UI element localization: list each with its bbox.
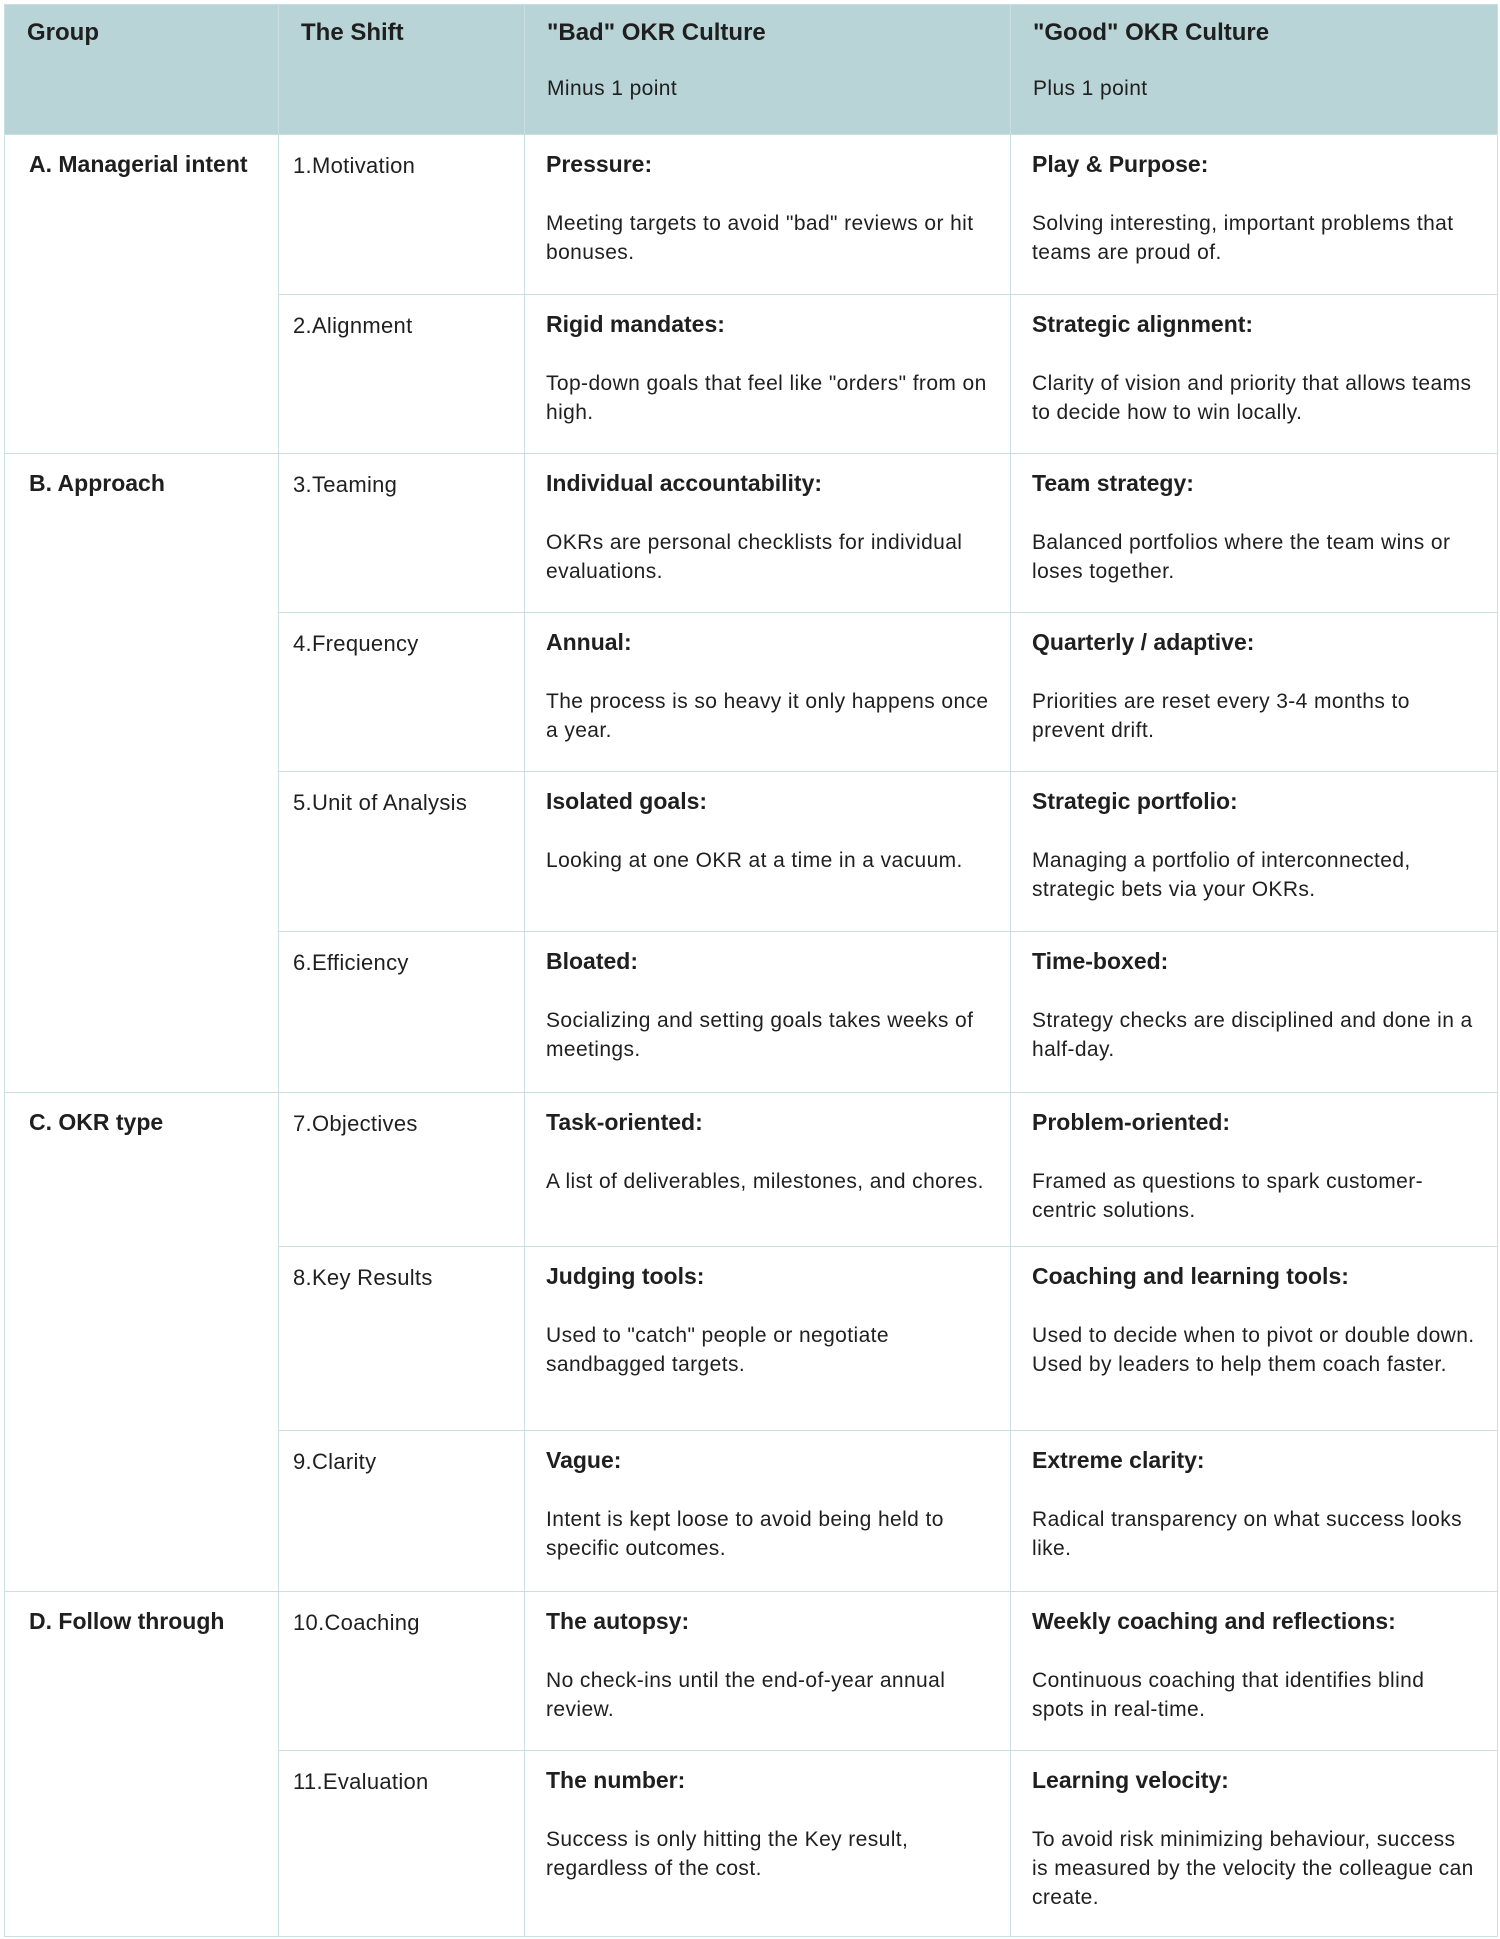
good-cell — [1011, 295, 1498, 454]
group-cell-follow-through: D. Follow through — [5, 1592, 279, 1937]
shift-cell: 8.Key Results — [279, 1247, 525, 1431]
shift-cell: 1.Motivation — [279, 135, 525, 295]
good-title: Team strategy: — [1032, 470, 1194, 496]
table-row — [5, 454, 1498, 613]
good-cell — [1011, 454, 1498, 613]
bad-title: Judging tools: — [546, 1263, 705, 1289]
table-body — [5, 135, 1498, 1937]
bad-cell — [525, 1093, 1011, 1247]
bad-title: Annual: — [546, 629, 632, 655]
good-description: Clarity of vision and priority that allows teams to decide how to win locally. — [1032, 372, 1472, 424]
header-group-label: Group — [27, 19, 99, 46]
good-cell — [1011, 1247, 1498, 1431]
shift-cell: 4.Frequency — [279, 613, 525, 772]
bad-cell — [525, 1247, 1011, 1431]
bad-title: The number: — [546, 1767, 686, 1793]
shift-cell: 11.Evaluation — [279, 1751, 525, 1937]
good-title: Learning velocity: — [1032, 1767, 1229, 1793]
table-row — [5, 135, 1498, 295]
header-bad — [525, 5, 1011, 135]
good-title: Play & Purpose: — [1032, 151, 1209, 177]
bad-cell — [525, 772, 1011, 932]
shift-cell: 6.Efficiency — [279, 932, 525, 1093]
bad-cell — [525, 1592, 1011, 1751]
bad-description: Success is only hitting the Key result, regardless of the cost. — [546, 1828, 909, 1880]
shift-cell: 5.Unit of Analysis — [279, 772, 525, 932]
bad-description: Top-down goals that feel like "orders" from on high. — [546, 372, 987, 424]
bad-description: OKRs are personal checklists for individual evaluations. — [546, 531, 963, 583]
table-header — [5, 5, 1498, 135]
bad-description: Used to "catch" people or negotiate sandbagged targets. — [546, 1324, 889, 1376]
good-title: Quarterly / adaptive: — [1032, 629, 1255, 655]
header-good-title: "Good" OKR Culture — [1033, 19, 1270, 46]
bad-cell — [525, 295, 1011, 454]
header-good — [1011, 5, 1498, 135]
group-cell-managerial-intent: A. Managerial intent — [5, 135, 279, 454]
good-description: Strategy checks are disciplined and done in a half-day. — [1032, 1009, 1473, 1061]
bad-title: Bloated: — [546, 948, 638, 974]
good-cell — [1011, 1431, 1498, 1592]
bad-description: No check-ins until the end-of-year annual review. — [546, 1669, 946, 1721]
shift-cell: 3.Teaming — [279, 454, 525, 613]
bad-cell — [525, 1431, 1011, 1592]
okr-culture-table — [4, 4, 1498, 1937]
bad-description: Socializing and setting goals takes weeks of meetings. — [546, 1009, 974, 1061]
good-cell — [1011, 1093, 1498, 1247]
bad-title: The autopsy: — [546, 1608, 690, 1634]
bad-title: Pressure: — [546, 151, 653, 177]
bad-description: Intent is kept loose to avoid being held to specific outcomes. — [546, 1508, 944, 1560]
good-title: Problem-oriented: — [1032, 1109, 1231, 1135]
good-description: Priorities are reset every 3-4 months to prevent drift. — [1032, 690, 1410, 742]
good-cell — [1011, 613, 1498, 772]
good-description: Solving interesting, important problems that teams are proud of. — [1032, 212, 1454, 264]
good-description: Continuous coaching that identifies blind spots in real-time. — [1032, 1669, 1425, 1721]
bad-description: Meeting targets to avoid "bad" reviews or hit bonuses. — [546, 212, 974, 264]
shift-cell: 9.Clarity — [279, 1431, 525, 1592]
bad-title: Task-oriented: — [546, 1109, 703, 1135]
bad-cell — [525, 613, 1011, 772]
header-bad-title: "Bad" OKR Culture — [547, 19, 766, 46]
bad-title: Isolated goals: — [546, 788, 708, 814]
good-title: Time-boxed: — [1032, 948, 1169, 974]
good-title: Coaching and learning tools: — [1032, 1263, 1349, 1289]
shift-cell: 7.Objectives — [279, 1093, 525, 1247]
good-title: Weekly coaching and reflections: — [1032, 1608, 1396, 1634]
good-cell — [1011, 1592, 1498, 1751]
header-bad-subtitle: Minus 1 point — [547, 77, 678, 100]
bad-cell — [525, 135, 1011, 295]
header-shift — [279, 5, 525, 135]
good-cell — [1011, 932, 1498, 1093]
good-title: Extreme clarity: — [1032, 1447, 1205, 1473]
good-title: Strategic alignment: — [1032, 311, 1254, 337]
good-description: Framed as questions to spark customer-centric solutions. — [1032, 1170, 1424, 1222]
header-shift-label: The Shift — [301, 19, 404, 46]
shift-cell: 10.Coaching — [279, 1592, 525, 1751]
good-description: Balanced portfolios where the team wins or loses together. — [1032, 531, 1451, 583]
bad-cell — [525, 1751, 1011, 1937]
good-description: Radical transparency on what success looks like. — [1032, 1508, 1463, 1560]
header-group — [5, 5, 279, 135]
header-row — [5, 5, 1498, 135]
group-cell-approach: B. Approach — [5, 454, 279, 1093]
group-cell-okr-type: C. OKR type — [5, 1093, 279, 1592]
bad-title: Rigid mandates: — [546, 311, 725, 337]
good-description: Used to decide when to pivot or double down. Used by leaders to help them coach faster. — [1032, 1324, 1475, 1376]
table-row — [5, 1093, 1498, 1247]
bad-cell — [525, 932, 1011, 1093]
bad-cell — [525, 454, 1011, 613]
header-good-subtitle: Plus 1 point — [1033, 77, 1148, 100]
good-cell — [1011, 135, 1498, 295]
bad-description: The process is so heavy it only happens once a year. — [546, 690, 989, 742]
bad-title: Vague: — [546, 1447, 622, 1473]
good-title: Strategic portfolio: — [1032, 788, 1238, 814]
good-description: To avoid risk minimizing behaviour, success is measured by the velocity the colleague can create. — [1032, 1828, 1474, 1909]
good-cell — [1011, 772, 1498, 932]
bad-title: Individual accountability: — [546, 470, 823, 496]
good-description: Managing a portfolio of interconnected, strategic bets via your OKRs. — [1032, 849, 1411, 901]
table-row — [5, 1592, 1498, 1751]
good-cell — [1011, 1751, 1498, 1937]
bad-description: Looking at one OKR at a time in a vacuum. — [546, 849, 963, 872]
shift-cell: 2.Alignment — [279, 295, 525, 454]
bad-description: A list of deliverables, milestones, and chores. — [546, 1170, 984, 1193]
